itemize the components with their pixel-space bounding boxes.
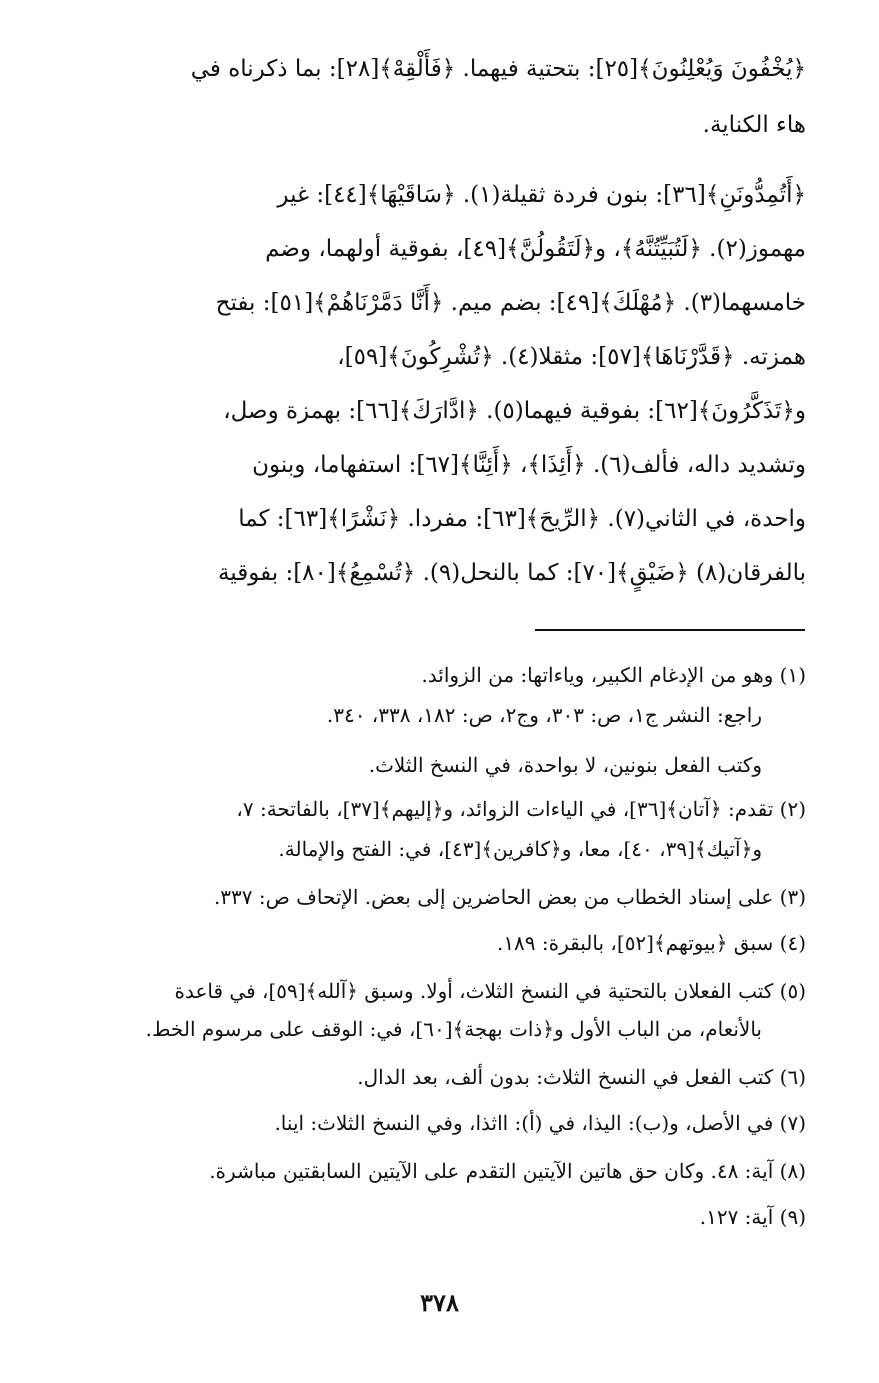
main-text-line: ﴿أَتُمِدُّونَنِ﴾[٣٦]: بنون فردة ثقيلة(١). ﴿سَاقَيْهَا﴾[٤٤]: غير xyxy=(277,182,806,208)
main-text-line: و﴿تَذَكَّرُونَ﴾[٦٢]: بفوقية فيهما(٥). ﴿ادَّارَكَ﴾[٦٦]: بهمزة وصل، xyxy=(223,398,806,424)
main-text-line: همزته. ﴿قَدَّرْنَاهَا﴾[٥٧]: مثقلا(٤). ﴿تُشْرِكُونَ﴾[٥٩]، xyxy=(337,344,806,370)
footnote-line: وكتب الفعل بنونين، لا بواحدة، في النسخ الثلاث. xyxy=(368,753,762,777)
footnote-line: بالأنعام، من الباب الأول و﴿ذات بهجة﴾[٦٠]، في: الوقف على مرسوم الخط. xyxy=(145,1017,762,1041)
footnote-line: (٥) كتب الفعلان بالتحتية في النسخ الثلاث، أولا. وسبق ﴿آلله﴾[٥٩]، في قاعدة xyxy=(174,979,806,1003)
main-text-line: هاء الكناية. xyxy=(702,112,806,138)
footnote-line: راجع: النشر ج١، ص: ٣٠٣، وج٢، ص: ١٨٢، ٣٣٨، ٣٤٠. xyxy=(326,703,762,727)
footnote-line: (١) وهو من الإدغام الكبير، وياءاتها: من الزوائد. xyxy=(421,663,806,687)
page-number: ٣٧٨ xyxy=(420,1288,459,1317)
footnote-line: (٦) كتب الفعل في النسخ الثلاث: بدون ألف، بعد الدال. xyxy=(357,1065,806,1089)
main-text-line: بالفرقان(٨) ﴿ضَيْقٍ﴾[٧٠]: كما بالنحل(٩). ﴿تُسْمِعُ﴾[٨٠]: بفوقية xyxy=(217,560,806,586)
main-text-line: وتشديد داله، فألف(٦). ﴿أَئِذَا﴾، ﴿أَئِنَّا﴾[٦٧]: استفهاما، وبنون xyxy=(252,452,806,478)
footnote-line: (٩) آية: ١٢٧. xyxy=(699,1205,806,1229)
footnote-line: (٤) سبق ﴿بيوتهم﴾[٥٢]، بالبقرة: ١٨٩. xyxy=(496,931,806,955)
footnote-line: و﴿آتيك﴾[٣٩، ٤٠]، معا، و﴿كافرين﴾[٤٣]، في: الفتح والإمالة. xyxy=(278,837,762,861)
footnote-divider xyxy=(535,629,805,631)
footnote-line: (٣) على إسناد الخطاب من بعض الحاضرين إلى بعض. الإتحاف ص: ٣٣٧. xyxy=(213,885,806,909)
main-text-line: خامسهما(٣). ﴿مُهْلَكَ﴾[٤٩]: بضم ميم. ﴿أَنَّا دَمَّرْنَاهُمْ﴾[٥١]: بفتح xyxy=(215,290,806,316)
footnote-line: (٢) تقدم: ﴿آتان﴾[٣٦]، في الياءات الزوائد، و﴿إليهم﴾[٣٧]، بالفاتحة: ٧، xyxy=(236,797,806,821)
footnote-line: (٨) آية: ٤٨. وكان حق هاتين الآيتين التقدم على الآيتين السابقتين مباشرة. xyxy=(209,1159,806,1183)
footnote-line: (٧) في الأصل، و(ب): اليذا، في (أ): ااثذا، وفي النسخ الثلاث: اينا. xyxy=(274,1111,806,1135)
main-text-line: مهموز(٢). ﴿لَتُبَيِّتُنَّهُ﴾، و﴿لَتَقُولُنَّ﴾[٤٩]، بفوقية أولهما، وضم xyxy=(265,236,806,262)
main-text-line: ﴿يُخْفُونَ وَيُعْلِنُونَ﴾[٢٥]: بتحتية فيهما. ﴿فَأَلْقِهْ﴾[٢٨]: بما ذكرناه في xyxy=(190,56,806,82)
main-text-line: واحدة، في الثاني(٧). ﴿الرِّيحَ﴾[٦٣]: مفردا. ﴿نَشْرًا﴾[٦٣]: كما xyxy=(238,506,806,532)
